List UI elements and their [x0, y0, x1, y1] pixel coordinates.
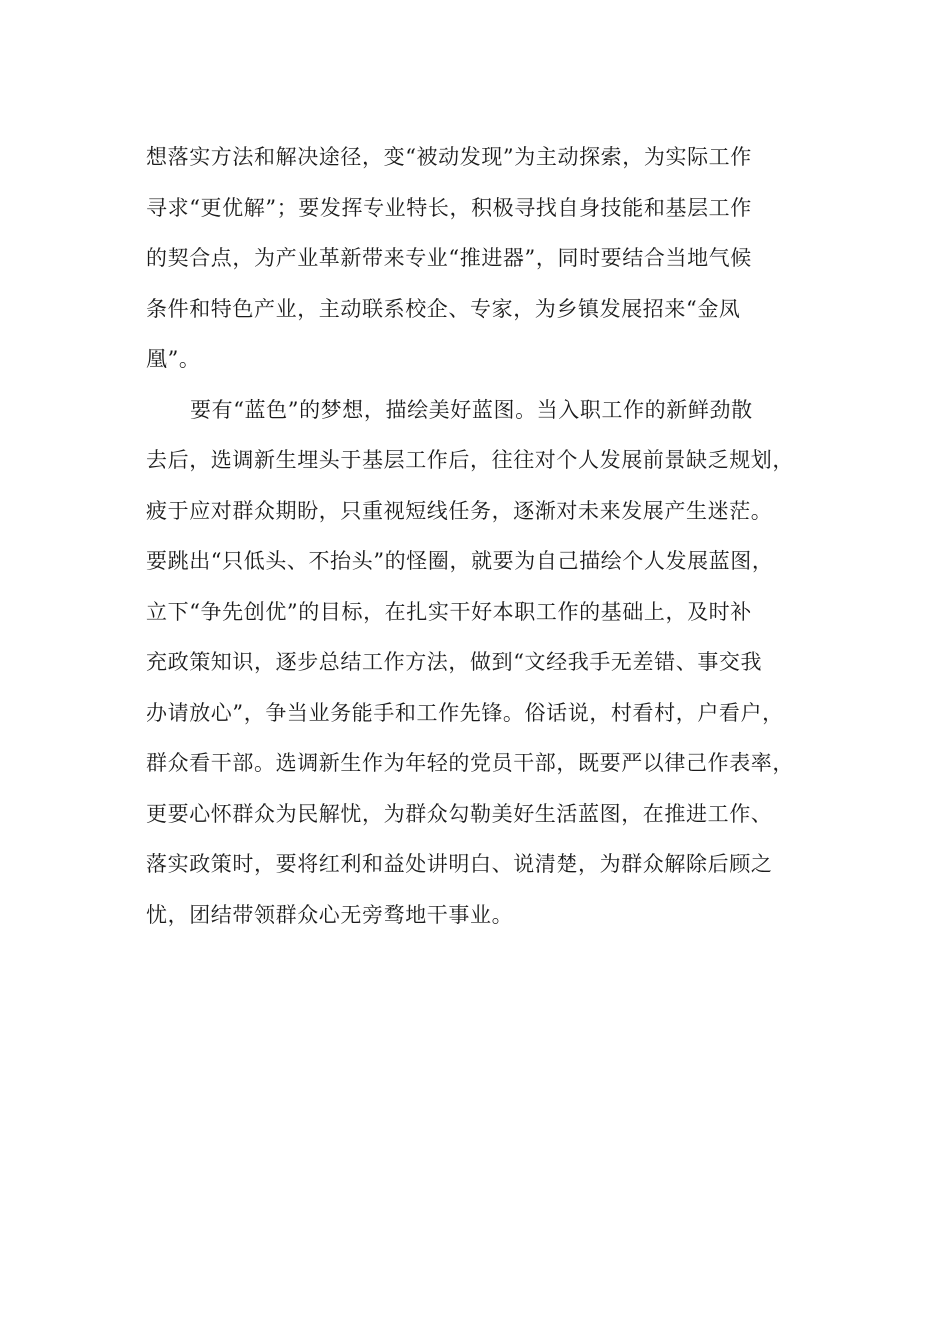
text-line: 疲于应对群众期盼，只重视短线任务，逐渐对未来发展产生迷茫。 — [146, 498, 773, 523]
text-line: 充政策知识，逐步总结工作方法，做到“文经我手无差错、事交我 — [146, 650, 763, 674]
text-line: 立下“争先创优”的目标，在扎实干好本职工作的基础上，及时补 — [146, 599, 752, 624]
text-line: 更要心怀群众为民解忧，为群众勾勒美好生活蓝图，在推进工作、 — [146, 801, 773, 826]
text-line: 要有“蓝色”的梦想，描绘美好蓝图。当入职工作的新鲜劲散 — [190, 397, 753, 422]
text-line: 落实政策时，要将红利和益处讲明白、说清楚，为群众解除后顾之 — [146, 852, 773, 876]
paragraph-1 — [146, 132, 806, 385]
text-line: 群众看干部。选调新生作为年轻的党员干部，既要严以律己作表率， — [146, 751, 794, 775]
text-line: 的契合点，为产业革新带来专业“推进器”，同时要结合当地气候 — [146, 246, 752, 270]
text-line: 要跳出“只低头、不抬头”的怪圈，就要为自己描绘个人发展蓝图， — [146, 549, 774, 573]
text-line: 凰”。 — [146, 347, 201, 371]
text-line: 办请放心”，争当业务能手和工作先锋。俗话说，村看村，户看户， — [146, 700, 784, 725]
text-line: 忧，团结带领群众心无旁骛地干事业。 — [146, 902, 514, 927]
text-line: 寻求“更优解”；要发挥专业特长，积极寻找自身技能和基层工作 — [146, 195, 752, 220]
text-line: 去后，选调新生埋头于基层工作后，往往对个人发展前景缺乏规划， — [146, 448, 794, 472]
text-line: 条件和特色产业，主动联系校企、专家，为乡镇发展招来“金凤 — [146, 296, 741, 321]
text-line: 想落实方法和解决途径，变“被动发现”为主动探索，为实际工作 — [146, 145, 752, 169]
body-text — [146, 132, 806, 940]
paragraph-2 — [146, 385, 806, 941]
